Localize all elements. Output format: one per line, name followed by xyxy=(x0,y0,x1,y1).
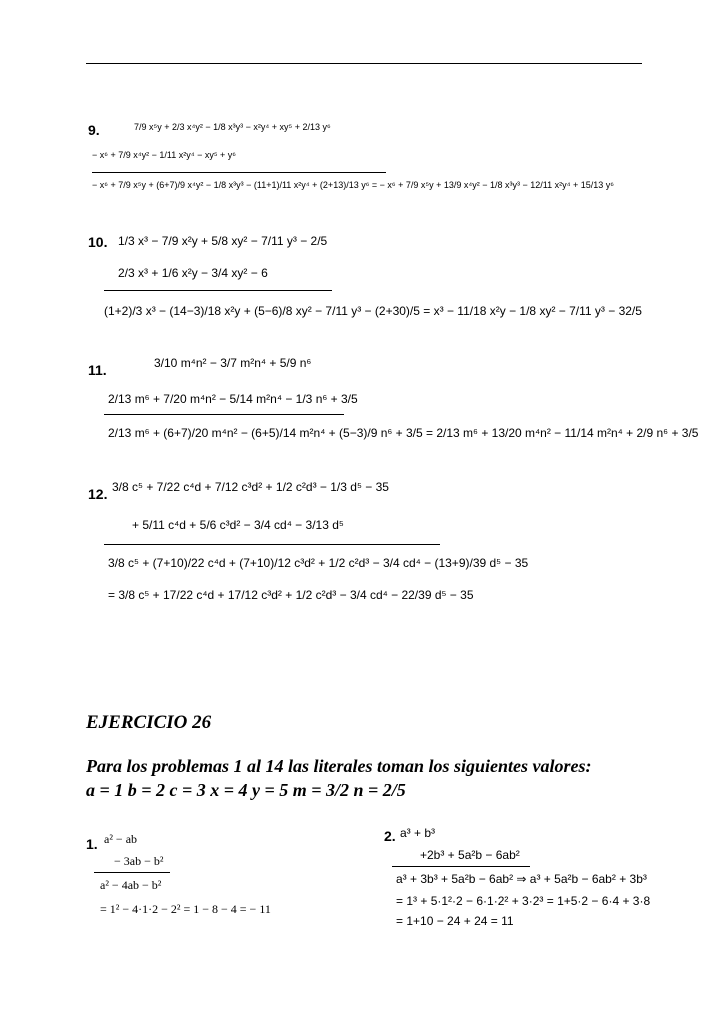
solution-1-line-4: = 1² − 4·1·2 − 2² = 1 − 8 − 4 = − 11 xyxy=(100,902,271,916)
problem-12-line-3: 3/8 c⁵ + (7+10)/22 c⁴d + (7+10)/12 c³d² + 1/2 c²d³ − 3/4 cd⁴ − (13+9)/39 d⁵ − 35 xyxy=(108,556,529,570)
problem-10-line-3: (1+2)/3 x³ − (14−3)/18 x²y + (5−6)/8 xy² − 7/11 y³ − (2+30)/5 = x³ − 11/18 x²y − 1/8 xy² − 7/11 y³ − 32/5 xyxy=(104,304,642,318)
problem-11-number: 11. xyxy=(88,362,107,378)
solution-1-line-2: − 3ab − b² xyxy=(114,854,164,868)
solution-1-sum-rule xyxy=(94,872,170,873)
problem-12-line-2: + 5/11 c⁴d + 5/6 c³d² − 3/4 cd⁴ − 3/13 d⁵ xyxy=(132,518,344,532)
problem-12-sum-rule xyxy=(104,544,440,545)
problem-10-line-2: 2/3 x³ + 1/6 x²y − 3/4 xy² − 6 xyxy=(118,266,268,280)
problem-10-line-1: 1/3 x³ − 7/9 x²y + 5/8 xy² − 7/11 y³ − 2/5 xyxy=(118,234,328,248)
solution-2-number: 2. xyxy=(384,828,396,844)
problem-12-line-1: 3/8 c⁵ + 7/22 c⁴d + 7/12 c³d² + 1/2 c²d³ − 1/3 d⁵ − 35 xyxy=(112,480,389,494)
problem-9-number: 9. xyxy=(88,122,100,138)
problem-12-number: 12. xyxy=(88,486,108,502)
solution-2-line-5: = 1+10 − 24 + 24 = 11 xyxy=(396,914,514,928)
solution-1-line-1: a² − ab xyxy=(104,832,138,846)
solution-2-line-2: +2b³ + 5a²b − 6ab² xyxy=(420,848,520,862)
solution-2-line-3: a³ + 3b³ + 5a²b − 6ab² ⇒ a³ + 5a²b − 6ab² + 3b³ xyxy=(396,872,647,886)
exercise-title: EJERCICIO 26 xyxy=(86,712,212,733)
problem-9-line-1: 7/9 x⁵y + 2/3 x⁴y² − 1/8 x³y³ − x²y⁴ + xy⁵ + 2/13 y⁶ xyxy=(134,122,331,132)
solution-2-line-4: = 1³ + 5·1²·2 − 6·1·2² + 3·2³ = 1+5·2 − 6·4 + 3·8 xyxy=(396,894,651,908)
problem-11-line-2: 2/13 m⁶ + 7/20 m⁴n² − 5/14 m²n⁴ − 1/3 n⁶ + 3/5 xyxy=(108,392,358,406)
solution-1-line-3: a² − 4ab − b² xyxy=(100,878,162,892)
exercise-instruction: Para los problemas 1 al 14 las literales toman los siguientes valores: xyxy=(86,756,592,776)
problem-11-sum-rule xyxy=(104,414,344,415)
solution-1-number: 1. xyxy=(86,836,98,852)
solution-2-line-1: a³ + b³ xyxy=(400,826,436,840)
problem-10-sum-rule xyxy=(104,290,332,291)
problem-10-number: 10. xyxy=(88,234,108,250)
problem-9-line-2: − x⁶ + 7/9 x⁴y² − 1/11 x²y⁴ − xy⁵ + y⁶ xyxy=(92,150,237,160)
problem-11-line-1: 3/10 m⁴n² − 3/7 m²n⁴ + 5/9 n⁶ xyxy=(154,356,312,370)
problem-11-line-3: 2/13 m⁶ + (6+7)/20 m⁴n² − (6+5)/14 m²n⁴ + (5−3)/9 n⁶ + 3/5 = 2/13 m⁶ + 13/20 m⁴n² − 11/14 m²n⁴ + 2/9 n⁶ + 3/5 xyxy=(108,426,699,440)
solution-2-sum-rule xyxy=(392,866,530,867)
problem-9-line-3: − x⁶ + 7/9 x⁵y + (6+7)/9 x⁴y² − 1/8 x³y³ − (11+1)/11 x²y⁴ + (2+13)/13 y⁶ = − x⁶ + 7/9 x⁵y + 13/9 x⁴y² − 1/8 x³y³ − 12/11 x²y⁴ + 15/13 y⁶ xyxy=(92,180,614,190)
problem-9-sum-rule xyxy=(92,172,386,173)
header-rule xyxy=(86,63,642,64)
problem-12-line-4: = 3/8 c⁵ + 17/22 c⁴d + 17/12 c³d² + 1/2 c²d³ − 3/4 cd⁴ − 22/39 d⁵ − 35 xyxy=(108,588,474,602)
exercise-values: a = 1 b = 2 c = 3 x = 4 y = 5 m = 3/2 n = 2/5 xyxy=(86,780,406,800)
